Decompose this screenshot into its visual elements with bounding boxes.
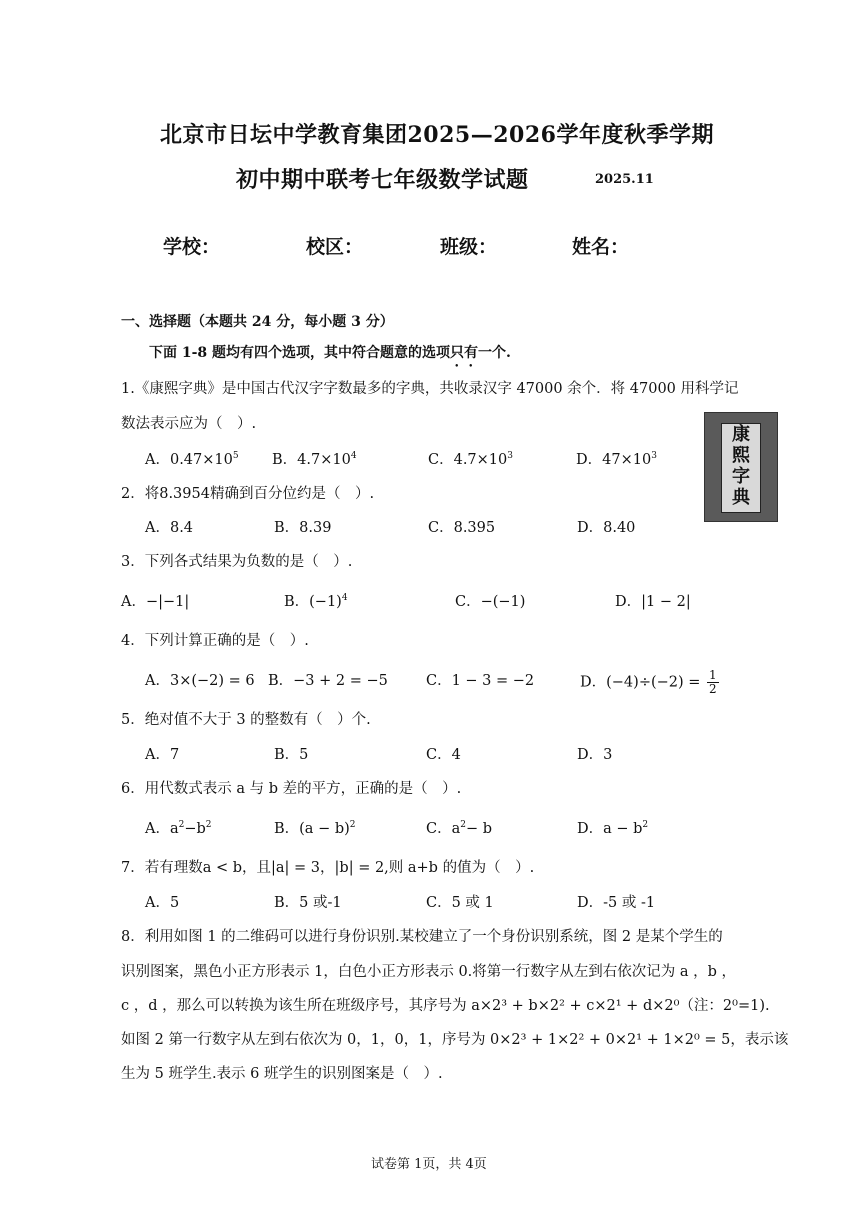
q4-option-b: B．−3 + 2 = −5 xyxy=(268,673,388,689)
q1-option-d: D．$47\times 10^3$ xyxy=(576,451,657,468)
q3-option-c: C．−(−1) xyxy=(455,594,526,610)
q6-option-d: D．$a - b^2$ xyxy=(577,820,649,837)
q3-option-d: D．|1 − 2| xyxy=(615,594,691,610)
q1-text-line2: 数法表示应为（ ）. xyxy=(121,416,257,432)
q3-option-b: B．$(-1)^4$ xyxy=(284,593,348,610)
instruction-pre: 下面 1-8 题均有四个选项，其中符合题意的选项 xyxy=(149,345,451,361)
q2-option-a: A．8.4 xyxy=(145,520,194,536)
section-instruction xyxy=(149,342,511,370)
section-heading: 一、选择题（本题共 24 分，每小题 3 分） xyxy=(121,314,394,330)
q6-option-c: C．$a^2- b$ xyxy=(426,820,493,837)
q7-option-c: C．5 或 1 xyxy=(426,895,494,911)
q3-text: 3．下列各式结果为负数的是（ ）. xyxy=(121,554,353,570)
q4-option-c: C．1 − 3 = −2 xyxy=(426,673,535,689)
name-field-label: 姓名： xyxy=(572,236,630,258)
q6-text: 6．用代数式表示 a 与 b 差的平方，正确的是（ ）. xyxy=(121,781,462,797)
q1-option-b: B．$4.7\times 10^4$ xyxy=(272,451,357,468)
q2-text: 2．将8.3954精确到百分位约是（ ）. xyxy=(121,486,375,502)
q4-option-d: D．(−4)÷(−2) = $\frac{1}{2}$ xyxy=(580,668,717,696)
campus-field-label: 校区： xyxy=(306,236,364,258)
q2-option-b: B．8.39 xyxy=(274,520,332,536)
kangxi-dictionary-image xyxy=(704,412,778,522)
q8-line1: 8．利用如图 1 的二维码可以进行身份识别.某校建立了一个身份识别系统，图 2 是某个学生的 xyxy=(121,929,723,945)
q7-option-a: A．5 xyxy=(145,895,180,911)
q8-line2: 识别图案，黑色小正方形表示 1，白色小正方形表示 0.将第一行数字从左到右依次记为 a ，b ， xyxy=(121,964,737,980)
exam-date: 2025.11 xyxy=(595,172,654,187)
q3-option-a: A．−|−1| xyxy=(121,594,190,610)
q5-option-b: B．5 xyxy=(274,747,309,763)
q1-text-line1: 1.《康熙字典》是中国古代汉字字数最多的字典，共收录汉字 47000 余个．将 47000 用科学记 xyxy=(121,381,739,397)
instruction-emphasis: 只有 xyxy=(450,345,479,361)
q8-line5: 生为 5 班学生.表示 6 班学生的识别图案是（ ）. xyxy=(121,1066,443,1082)
q5-option-a: A．7 xyxy=(145,747,180,763)
q5-text: 5．绝对值不大于 3 的整数有（ ）个. xyxy=(121,712,371,728)
q2-option-c: C．8.395 xyxy=(428,520,496,536)
book-label: 康 熙 字 典 xyxy=(721,423,761,513)
q2-option-d: D．8.40 xyxy=(577,520,636,536)
q8-line3: c ，d ，那么可以转换为该生所在班级序号，其序号为 a×2³ + b×2² + c×2¹ + d×2⁰（注：2⁰=1). xyxy=(121,998,770,1014)
q7-text: 7．若有理数a < b，且|a| = 3，|b| = 2,则 a+b 的值为（ ）. xyxy=(121,860,535,876)
q7-option-d: D．-5 或 -1 xyxy=(577,895,656,911)
exam-title-line1: 北京市日坛中学教育集团2025—2026学年度秋季学期 xyxy=(160,122,714,148)
q4-option-a: A．3×(−2) = 6 xyxy=(145,673,255,689)
q7-option-b: B．5 或-1 xyxy=(274,895,342,911)
exam-title-line2: 初中期中联考七年级数学试题 xyxy=(236,167,529,193)
instruction-post: 一个. xyxy=(478,345,511,361)
q4-text: 4．下列计算正确的是（ ）. xyxy=(121,633,309,649)
class-field-label: 班级： xyxy=(440,236,498,258)
q4-fraction: $\frac{1}{2}$ xyxy=(709,668,717,696)
q1-option-a: A．$0.47\times 10^5$ xyxy=(145,451,239,468)
q5-option-d: D．3 xyxy=(577,747,613,763)
q8-line4: 如图 2 第一行数字从左到右依次为 0，1，0，1，序号为 0×2³ + 1×2² + 0×2¹ + 1×2⁰ = 5，表示该 xyxy=(121,1032,789,1048)
q5-option-c: C．4 xyxy=(426,747,461,763)
page-footer: 试卷第 1页，共 4页 xyxy=(371,1157,487,1172)
q6-option-a: A．$a^2-b^2$ xyxy=(145,820,212,837)
q6-option-b: B．$(a - b)^2$ xyxy=(274,820,356,837)
school-field-label: 学校： xyxy=(163,236,221,258)
q1-option-c: C．$4.7\times 10^3$ xyxy=(428,451,513,468)
